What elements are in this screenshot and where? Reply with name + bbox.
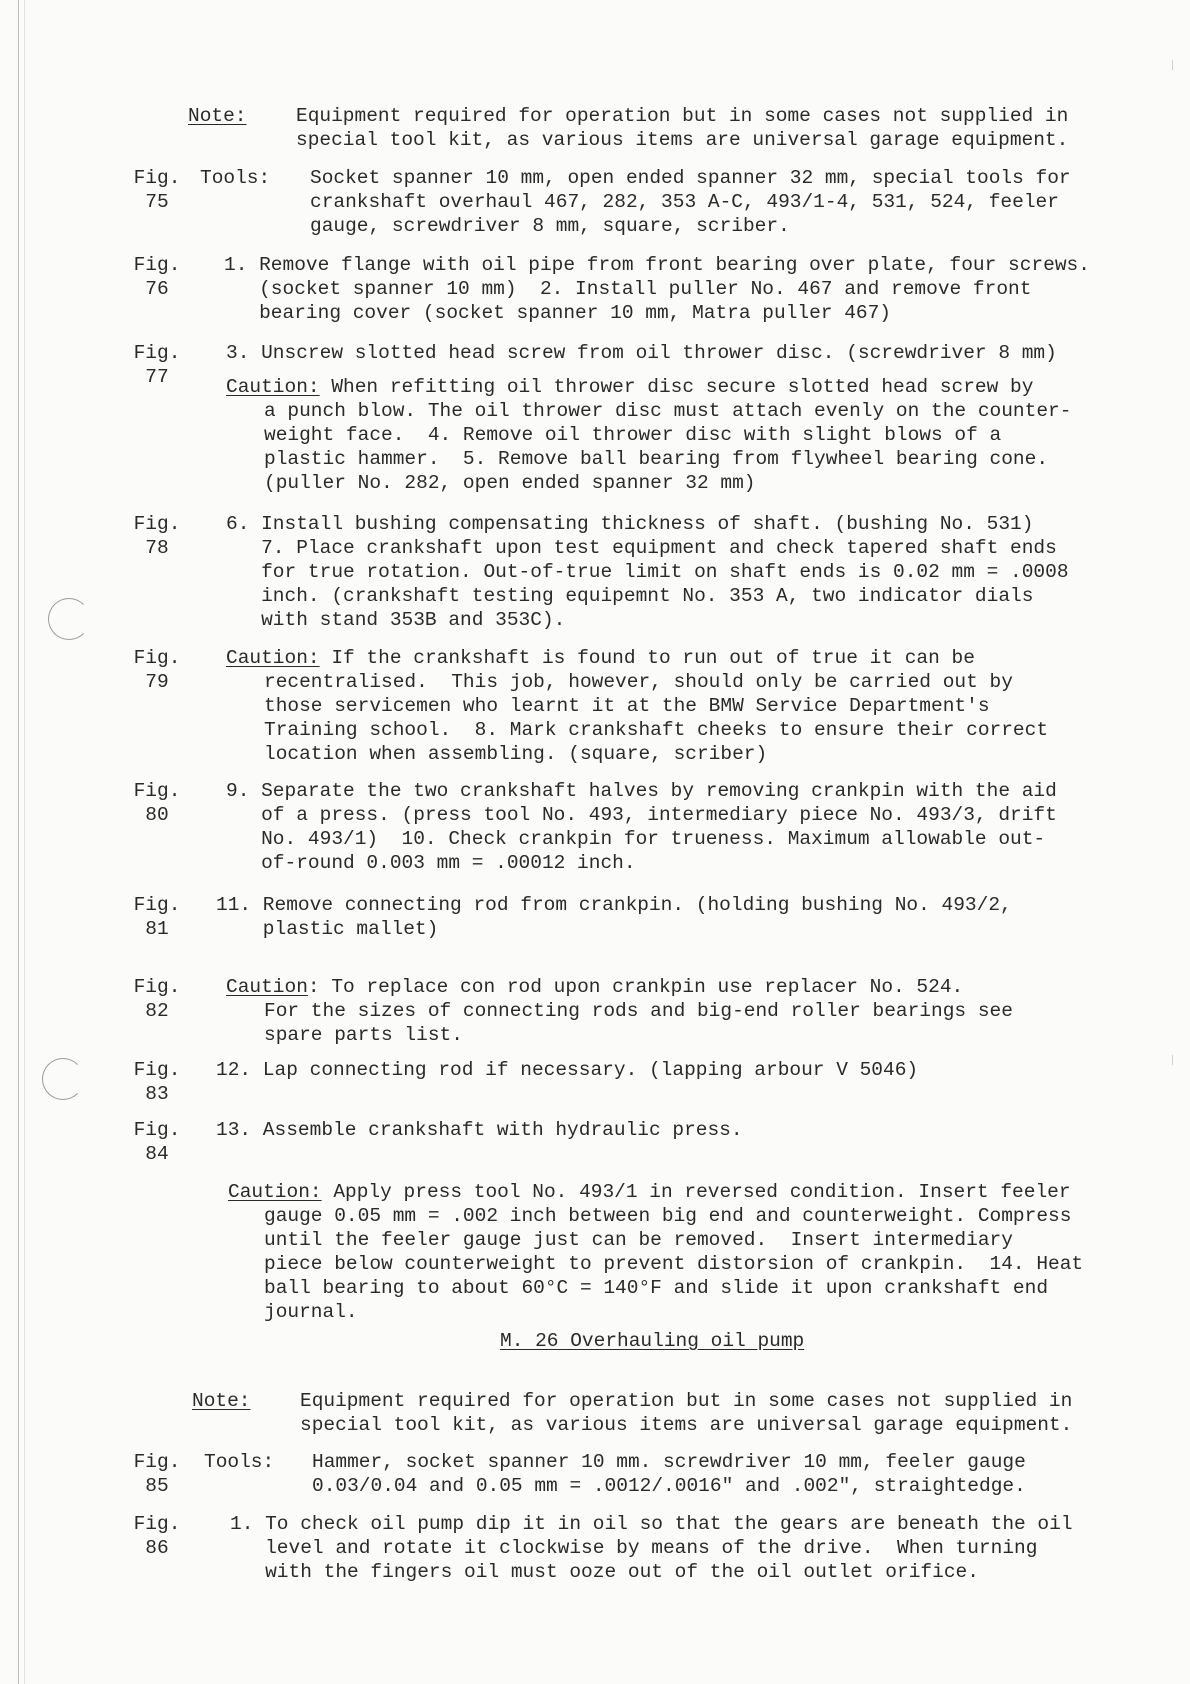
caution-2-rest: recentralised. This job, however, should only be carried out by those servicemen who learnt it at the BMW Service Department's Training school. 8. Mark crankshaft cheeks to ensure their correct location when assembling. (square, scriber)	[264, 671, 1049, 765]
caution-4-first-text: Apply press tool No. 493/1 in reversed condition. Insert feeler	[321, 1181, 1071, 1203]
caution-1-rest: a punch blow. The oil thrower disc must attach evenly on the counter- weight face. 4. Remove oil thrower disc with slight blows of a plastic hammer. 5. Remove ball bearing from flywheel bearing cone. (puller No. 282, open ended spanner 32 mm)	[264, 400, 1072, 494]
binding-edge-shadow	[24, 0, 25, 1684]
edge-mark	[1172, 1055, 1173, 1065]
caution-2-first-text: If the crankshaft is found to run out of true it can be	[319, 647, 975, 669]
fig-label-85: Fig. 85	[133, 1451, 181, 1497]
step-6-7: 6. Install bushing compensating thickness of shaft. (bushing No. 531) 7. Place crankshaft upon test equipment and check tapered shaft ends for true rotation. Out-of-true limit on shaft ends is 0.02 mm = .0008 inch. (crankshaft testing equipemnt No. 353 A, two indicator dials with stand 353B and 353C).	[226, 513, 1069, 631]
caution-1-label: Caution:	[226, 376, 320, 398]
fig-label-80: Fig. 80	[133, 780, 181, 826]
note-label: Note:	[188, 105, 247, 127]
tools-text-2: Hammer, socket spanner 10 mm. screwdriver 10 mm, feeler gauge 0.03/0.04 and 0.05 mm = .0012/.0016" and .002", straightedge.	[312, 1451, 1026, 1497]
step-1-2: 1. Remove flange with oil pipe from front bearing over plate, four screws. (socket spanner 10 mm) 2. Install puller No. 467 and remove front bearing cover (socket spanner 10 mm, Matra puller 467)	[224, 254, 1090, 324]
punch-hole-top	[48, 598, 90, 640]
section-heading-oil-pump: M. 26 Overhauling oil pump	[500, 1330, 805, 1352]
fig-label-78: Fig. 78	[133, 513, 181, 559]
fig-label-82: Fig. 82	[133, 976, 181, 1022]
step-11: 11. Remove connecting rod from crankpin. (holding bushing No. 493/2, plastic mallet)	[216, 894, 1012, 940]
caution-3-label: Caution	[226, 976, 308, 998]
fig-label-75: Fig. 75	[133, 167, 181, 213]
binding-edge	[18, 0, 19, 1684]
step-12: 12. Lap connecting rod if necessary. (lapping arbour V 5046)	[216, 1059, 919, 1081]
caution-3-first-line	[226, 975, 963, 999]
oil-pump-step-1: 1. To check oil pump dip it in oil so that the gears are beneath the oil level and rotate it clockwise by means of the drive. When turning with the fingers oil must ooze out of the oil outlet orifice.	[230, 1513, 1073, 1583]
caution-3-first-text: : To replace con rod upon crankpin use replacer No. 524.	[307, 976, 964, 998]
note-label-2: Note:	[192, 1390, 251, 1412]
caution-4-rest: gauge 0.05 mm = .002 inch between big end and counterweight. Compress until the feeler gauge just can be removed. Insert intermediary piece below counterweight to prevent distorsion of crankpin. 14. Heat ball bearing to about 60°C = 140°F and slide it upon crankshaft end journal.	[264, 1205, 1084, 1323]
tools-label-2: Tools:	[204, 1451, 275, 1473]
step-3: 3. Unscrew slotted head screw from oil thrower disc. (screwdriver 8 mm)	[226, 342, 1057, 364]
fig-label-86: Fig. 86	[133, 1513, 181, 1559]
fig-label-79: Fig. 79	[133, 647, 181, 693]
punch-hole-bottom	[42, 1058, 84, 1100]
caution-1-first-text: When refitting oil thrower disc secure slotted head screw by	[319, 376, 1034, 398]
tools-text: Socket spanner 10 mm, open ended spanner 32 mm, special tools for crankshaft overhaul 467, 282, 353 A-C, 493/1-4, 531, 524, feeler gauge, screwdriver 8 mm, square, scriber.	[310, 167, 1071, 237]
edge-mark	[1172, 60, 1173, 70]
fig-label-76: Fig. 76	[133, 254, 181, 300]
step-9-10: 9. Separate the two crankshaft halves by removing crankpin with the aid of a press. (press tool No. 493, intermediary piece No. 493/3, drift No. 493/1) 10. Check crankpin for trueness. Maximum allowable out- of-round 0.003 mm = .00012 inch.	[226, 780, 1057, 874]
caution-4-first-line	[228, 1180, 1071, 1204]
caution-1-first-line	[226, 375, 1033, 399]
note-text: Equipment required for operation but in some cases not supplied in special tool kit, as various items are universal garage equipment.	[296, 105, 1069, 151]
caution-3-rest: For the sizes of connecting rods and big-end roller bearings see spare parts list.	[264, 1000, 1013, 1046]
fig-label-81: Fig. 81	[133, 894, 181, 940]
fig-label-84: Fig. 84	[133, 1119, 181, 1165]
tools-label: Tools:	[200, 167, 271, 189]
step-13: 13. Assemble crankshaft with hydraulic press.	[216, 1119, 743, 1141]
fig-label-77: Fig. 77	[133, 342, 181, 388]
caution-2-label: Caution:	[226, 647, 320, 669]
fig-label-83: Fig. 83	[133, 1059, 181, 1105]
note-text-2: Equipment required for operation but in some cases not supplied in special tool kit, as various items are universal garage equipment.	[300, 1390, 1073, 1436]
caution-4-label: Caution:	[228, 1181, 322, 1203]
caution-2-first-line	[226, 646, 975, 670]
